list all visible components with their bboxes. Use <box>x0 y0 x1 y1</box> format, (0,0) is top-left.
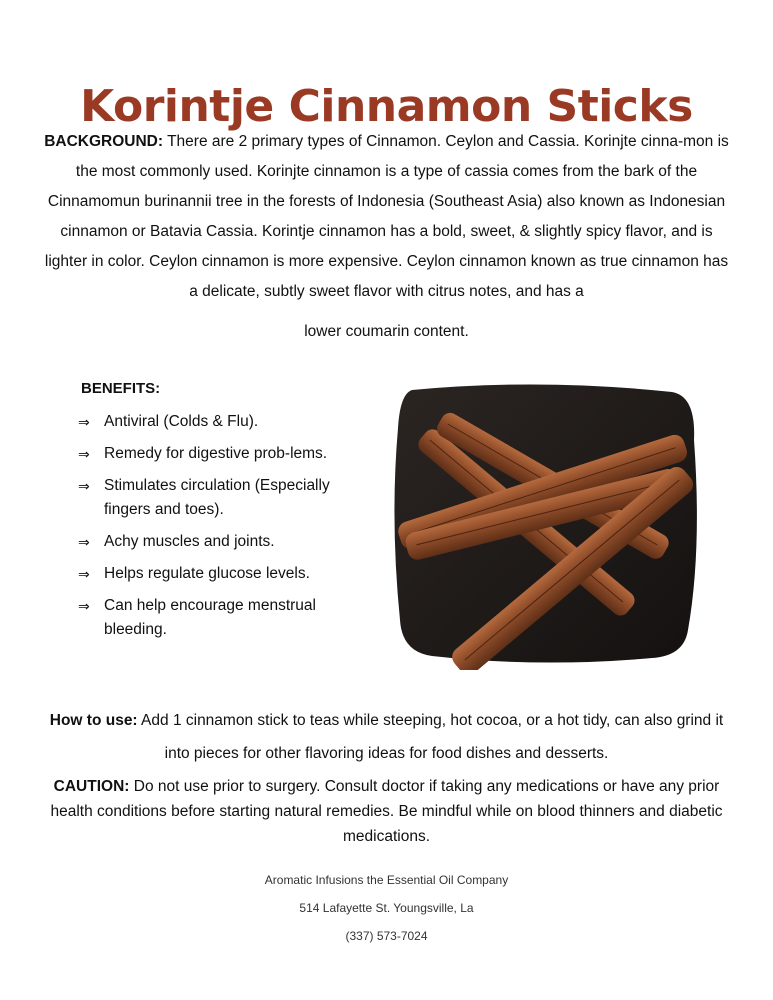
background-last-line: lower coumarin content. <box>304 323 469 340</box>
background-paragraph <box>40 127 733 347</box>
benefit-text: Antiviral (Colds & Flu). <box>104 413 259 430</box>
background-text: There are 2 primary types of Cinnamon. Ceylon and Cassia. Korinjte cinna-mon is the most commonly used. Korinjte cinnamon is a type of cassia comes from the bark of the Cinnamomun burinannii tree in the forests of Indonesia (Southeast Asia) also known as Indonesian cinnamon or Batavia Cassia. Korintje cinnamon has a bold, sweet, & slightly spicy flavor, and is lighter in color. Ceylon cinnamon is more expensive. Ceylon cinnamon known as true cinnamon has a delicate, subtly sweet flavor with citrus notes, and has a <box>44 133 729 300</box>
caution-text: Do not use prior to surgery. Consult doctor if taking any medications or have any prior health conditions before starting natural remedies. Be mindful while on blood thinners and diabetic medications. <box>50 778 723 845</box>
how-to-use-paragraph <box>40 704 733 770</box>
benefit-text: Remedy for digestive prob-lems. <box>104 445 328 462</box>
benefit-text: Stimulates circulation (Especially fingers and toes). <box>104 477 330 518</box>
cinnamon-sticks-image <box>372 380 708 670</box>
benefit-text: Can help encourage menstrual bleeding. <box>104 597 316 638</box>
arrow-icon: ⇒ <box>78 478 90 494</box>
benefit-item <box>78 442 338 466</box>
benefit-item <box>78 530 338 554</box>
benefits-heading: BENEFITS: <box>81 380 161 397</box>
benefit-item <box>78 474 338 522</box>
footer-address: 514 Lafayette St. Youngsville, La <box>299 901 474 915</box>
background-label: BACKGROUND: <box>44 133 164 150</box>
benefit-text: Achy muscles and joints. <box>104 533 275 550</box>
how-to-use-text: Add 1 cinnamon stick to teas while steeping, hot cocoa, or a hot tidy, can also grind it into pieces for other flavoring ideas for food dishes and desserts. <box>137 712 724 762</box>
benefits-list <box>78 410 338 650</box>
how-to-use-label: How to use: <box>49 712 138 729</box>
arrow-icon: ⇒ <box>78 414 90 430</box>
benefit-item <box>78 410 338 434</box>
benefit-item <box>78 562 338 586</box>
footer-phone: (337) 573-7024 <box>345 929 428 943</box>
caution-label: CAUTION: <box>53 778 130 795</box>
arrow-icon: ⇒ <box>78 566 90 582</box>
page-title: Korintje Cinnamon Sticks <box>80 81 693 133</box>
footer <box>0 866 773 950</box>
arrow-icon: ⇒ <box>78 534 90 550</box>
benefit-item <box>78 594 338 642</box>
arrow-icon: ⇒ <box>78 446 90 462</box>
arrow-icon: ⇒ <box>78 598 90 614</box>
footer-company: Aromatic Infusions the Essential Oil Company <box>264 873 509 887</box>
benefit-text: Helps regulate glucose levels. <box>104 565 310 582</box>
caution-paragraph <box>36 774 737 849</box>
